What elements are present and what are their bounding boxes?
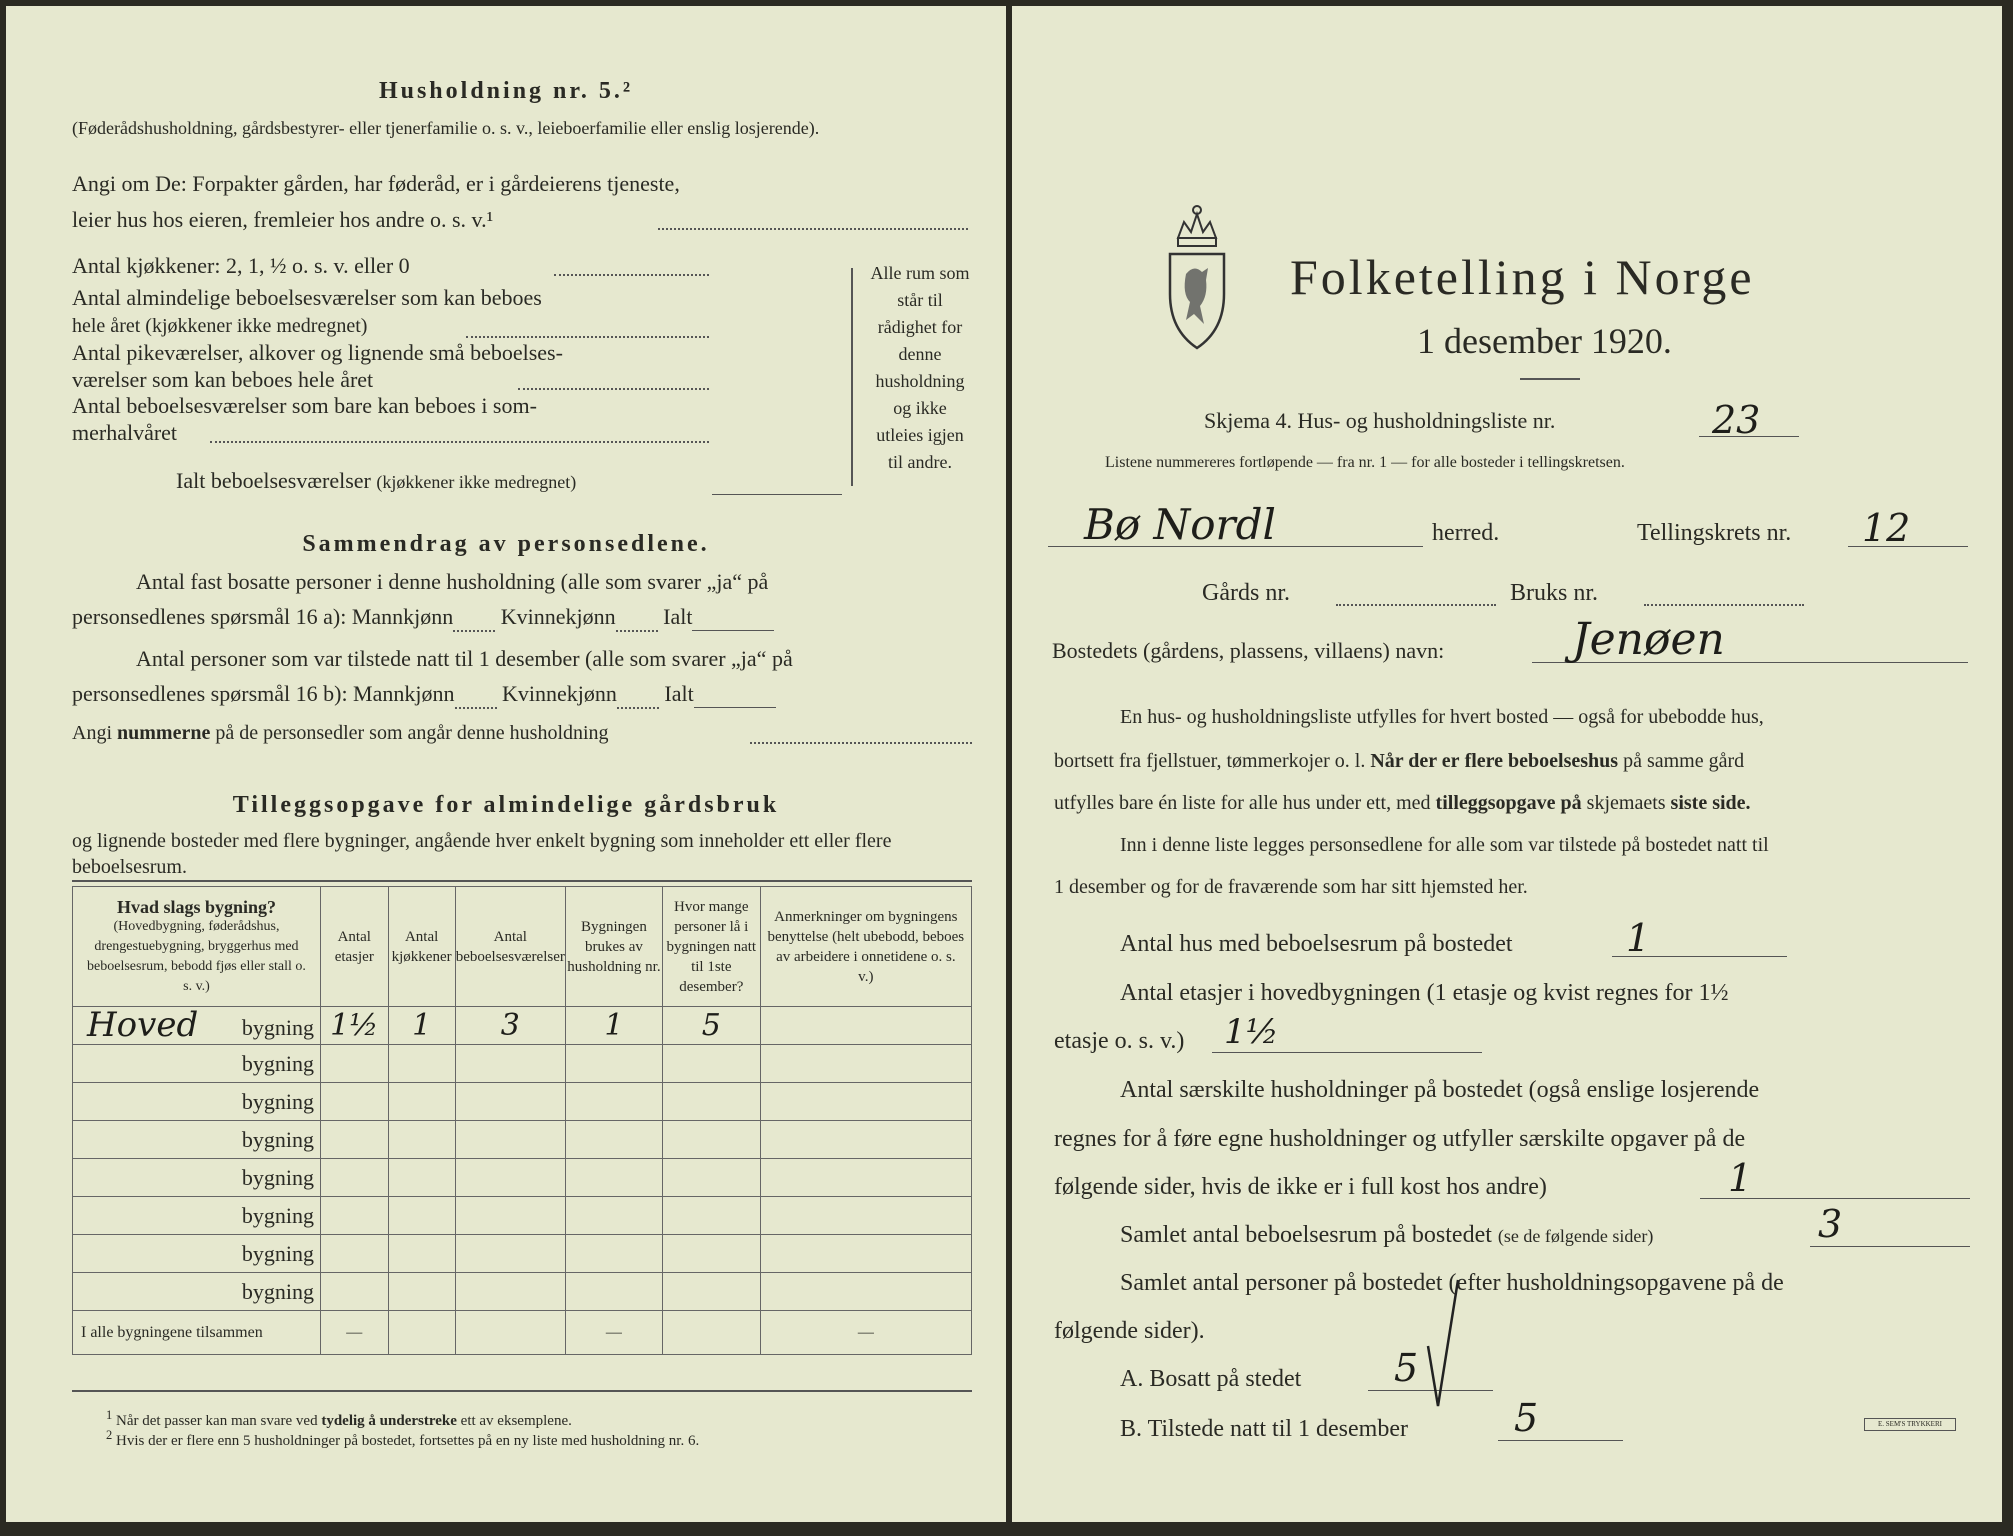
tellingskrets-label: Tellingskrets nr. [1637, 520, 1792, 546]
row-vaerelser [455, 1197, 565, 1235]
rooms-kitchens: Antal kjøkkener: 2, 1, ½ o. s. v. eller 0 [72, 253, 410, 278]
rooms-ordinary-a: Antal almindelige beboelsesværelser som kan beboes [72, 285, 542, 310]
row-etasjer [320, 1045, 388, 1083]
bruks-label: Bruks nr. [1510, 580, 1599, 606]
para2-b: 1 desember og for de fraværende som har sitt hjemsted her. [1054, 876, 1528, 898]
row-etasjer [320, 1159, 388, 1197]
total-kjokkener [388, 1311, 455, 1355]
summary-p1-ialt: Ialt [663, 604, 693, 629]
kitchens-answer-line [554, 274, 709, 276]
para1-b-text: bortsett fra fjellstuer, tømmerkojer o. l. [1054, 750, 1366, 772]
row-vaerelser [455, 1083, 565, 1121]
small-answer-line [518, 388, 709, 390]
q-pers-b: følgende sider). [1054, 1318, 1205, 1344]
household-intro: (Føderådshusholdning, gårdsbestyrer- eller tjenerfamilie o. s. v., leieboerfamilie eller enslig losjerende). [72, 118, 820, 138]
tillegg-title: Tilleggsopgave for almindelige gårdsbruk [232, 792, 780, 818]
rooms-small-a: Antal pikeværelser, alkover og lignende små beboelses- [72, 340, 563, 365]
footnote-2-mark: 2 [106, 1428, 113, 1442]
herred-label: herred. [1432, 520, 1500, 546]
rooms-small-b: værelser som kan beboes hele året [72, 367, 374, 392]
rooms-total-line [712, 494, 842, 495]
summary-angi-label: Angi [72, 722, 112, 744]
gards-label: Gårds nr. [1202, 580, 1290, 606]
summary-p2-kvinne-line [617, 681, 659, 709]
row-suffix: bygning [73, 1159, 321, 1197]
footnote-2 [106, 1428, 699, 1450]
footnote-1-a: Når det passer kan man svare ved [116, 1413, 318, 1429]
tenure-answer-line [658, 228, 968, 230]
row-type-hand: Hoved [87, 1005, 199, 1045]
col-personer-header: Hvor mange personer lå i bygningen natt til 1ste desember? [662, 887, 760, 1007]
col-type-header [73, 887, 321, 1007]
table-row [73, 1007, 972, 1045]
q-hush-b: regnes for å føre egne husholdninger og utfyller særskilte opgaver på de [1054, 1126, 1746, 1152]
q-hus-value: 1 [1626, 916, 1651, 960]
table-total-row [73, 1311, 972, 1355]
row-kjokkener [388, 1235, 455, 1273]
question-tenure-a: Angi om De: Forpakter gården, har føderåd, er i gårdeierens tjeneste, [72, 171, 680, 196]
summary-p1-kvinne-line [616, 604, 658, 632]
row-anm [760, 1045, 971, 1083]
footnote-1-c: ett av eksemplene. [460, 1413, 572, 1429]
row-kjokkener [388, 1083, 455, 1121]
q-hush-a: Antal særskilte husholdninger på bostedet (også enslige losjerende [1120, 1077, 1760, 1103]
q-rum [1120, 1222, 1653, 1249]
para1-b4: på samme gård [1623, 750, 1745, 772]
para1-c2: tilleggsopgave på [1435, 792, 1582, 814]
title-divider [1520, 378, 1580, 380]
summary-p2-a: Antal personer som var tilstede natt til 1 desember (alle som svarer „ja“ på [136, 646, 793, 671]
row-anm [760, 1197, 971, 1235]
row-type-cell [73, 1007, 321, 1045]
summary-p2-kvinne: Kvinnekjønn [502, 681, 617, 706]
rooms-summer-a: Antal beboelsesværelser som bare kan beboes i som- [72, 393, 537, 418]
table-row [73, 1083, 972, 1121]
row-kjokkener [388, 1121, 455, 1159]
table-row [73, 1121, 972, 1159]
row-suffix: bygning [73, 1045, 321, 1083]
q-pers-a: Samlet antal personer på bostedet (efter husholdningsopgavene på de [1120, 1270, 1784, 1296]
row-kjokkener [388, 1159, 455, 1197]
summary-p1-a: Antal fast bosatte personer i denne husholdning (alle som svarer „ja“ på [136, 569, 769, 594]
b-value: 5 [1514, 1396, 1539, 1440]
para1-c4: siste side. [1670, 792, 1751, 814]
row-kjokkener [388, 1197, 455, 1235]
para2-a: Inn i denne liste legges personsedlene for alle som var tilstede på bostedet natt til [1120, 834, 1769, 856]
skjema-label: Skjema 4. Hus- og husholdningsliste nr. [1204, 408, 1556, 433]
row-suffix: bygning [241, 1015, 314, 1040]
q-etasjer-b: etasje o. s. v.) [1054, 1028, 1185, 1054]
row-personer [662, 1083, 760, 1121]
row-personer [662, 1121, 760, 1159]
right-page [1012, 6, 2002, 1522]
listene-note: Listene nummereres fortløpende — fra nr. 1 — for alle bosteder i tellingskretsen. [1105, 454, 1625, 471]
left-page [6, 6, 1006, 1522]
footnote-1-b: tydelig å understreke [321, 1413, 457, 1429]
row-anm [760, 1121, 971, 1159]
summary-p2-ialt-line [694, 681, 776, 708]
census-title: Folketelling i Norge [1290, 249, 1755, 305]
row-personer [662, 1273, 760, 1311]
tillegg-sub: og lignende bosteder med flere bygninger, angående hver enkelt bygning som inneholder ett eller flere beboelsesrum. [72, 830, 892, 878]
q-rum-value: 3 [1818, 1202, 1843, 1246]
row-etasjer [320, 1273, 388, 1311]
rooms-side-note: Alle rum som står til rådighet for denne husholdning og ikke utleies igjen til andre. [870, 263, 970, 472]
row-suffix: bygning [73, 1083, 321, 1121]
tellingskrets-value: 12 [1862, 506, 1911, 550]
row-anm [760, 1159, 971, 1197]
printer-stamp: E. SEM'S TRYKKERI [1864, 1418, 1956, 1431]
footnote-1-mark: 1 [106, 1408, 113, 1422]
summary-angi-bold: nummerne [117, 722, 211, 744]
total-vaerelser [455, 1311, 565, 1355]
summary-p2-ialt: Ialt [664, 681, 694, 706]
row-anm [760, 1273, 971, 1311]
rooms-total [176, 468, 576, 494]
table-row [73, 1235, 972, 1273]
row-husholdning [565, 1083, 662, 1121]
col-etasjer-header: Antal etasjer [320, 887, 388, 1007]
row-kjokkener [388, 1273, 455, 1311]
para1-c3: skjemaets [1586, 792, 1666, 814]
row-anm [760, 1235, 971, 1273]
gards-line [1336, 604, 1496, 606]
table-row [73, 1159, 972, 1197]
summary-title: Sammendrag av personsedlene. [302, 531, 710, 557]
col-kjokkener-header: Antal kjøkkener [388, 887, 455, 1007]
row-etasjer [320, 1121, 388, 1159]
row-etasjer: 1½ [320, 1007, 388, 1045]
summary-p2-mann-line [455, 681, 497, 709]
row-suffix: bygning [73, 1273, 321, 1311]
footnote-2-text: Hvis der er flere enn 5 husholdninger på bostedet, fortsettes på en ny liste med husholdning nr. 6. [116, 1433, 700, 1449]
row-suffix: bygning [73, 1121, 321, 1159]
building-table [72, 886, 972, 1355]
summary-p1-kvinne: Kvinnekjønn [500, 604, 616, 629]
row-vaerelser: 3 [455, 1007, 565, 1045]
row-etasjer [320, 1083, 388, 1121]
coat-of-arms-icon [1164, 202, 1230, 356]
row-husholdning: 1 [565, 1007, 662, 1045]
col-type-sub: (Hovedbygning, føderådshus, drengestuebygning, bryggerhus med beboelsesrum, bebodd fjøs eller stall o. s. v.) [87, 918, 306, 994]
total-etasjer: — [320, 1311, 388, 1355]
para1-c [1054, 792, 1751, 815]
q-etasjer-line [1212, 1052, 1482, 1053]
para1-b3: flere beboelseshus [1464, 750, 1619, 772]
row-personer [662, 1235, 760, 1273]
bostedets-label: Bostedets (gårdens, plassens, villaens) navn: [1052, 638, 1445, 663]
para1-b [1054, 750, 1744, 773]
summer-answer-line [210, 441, 709, 443]
rooms-brace [851, 268, 861, 486]
row-husholdning [565, 1235, 662, 1273]
col-anm-header: Anmerkninger om bygningens benyttelse (helt ubebodd, beboes av arbeidere i onnetidene o. s. v.) [760, 887, 971, 1007]
row-personer [662, 1197, 760, 1235]
rooms-summer-b: merhalvåret [72, 420, 178, 445]
table-row [73, 1197, 972, 1235]
rooms-total-note: (kjøkkener ikke medregnet) [376, 472, 577, 492]
table-top-rule [72, 880, 972, 882]
census-date: 1 desember 1920. [1417, 321, 1672, 361]
row-vaerelser [455, 1159, 565, 1197]
q-etasjer-value: 1½ [1224, 1012, 1279, 1052]
q-rum-line [1810, 1246, 1970, 1247]
para1-a: En hus- og husholdningsliste utfylles for hvert bosted — også for ubebodde hus, [1120, 706, 1764, 728]
para1-c-text: utfylles bare én liste for alle hus under ett, med [1054, 792, 1431, 814]
b-line [1498, 1440, 1623, 1441]
total-personer [662, 1311, 760, 1355]
row-suffix: bygning [73, 1235, 321, 1273]
summary-p2-b-text: personsedlenes spørsmål 16 b): Mannkjønn [72, 681, 455, 706]
summary-angi-rest: på de personsedler som angår denne husholdning [215, 722, 609, 744]
q-etasjer-a: Antal etasjer i hovedbygningen (1 etasje og kvist regnes for 1½ [1120, 980, 1729, 1006]
rooms-ordinary-b: hele året (kjøkkener ikke medregnet) [72, 315, 368, 337]
table-row [73, 1273, 972, 1311]
col-vaerelser-header: Antal beboelsesværelser [455, 887, 565, 1007]
q-hush-value: 1 [1728, 1156, 1753, 1200]
row-suffix: bygning [73, 1197, 321, 1235]
a-value: 5 [1394, 1346, 1419, 1390]
q-hus-label: Antal hus med beboelsesrum på bostedet [1120, 931, 1513, 957]
row-vaerelser [455, 1045, 565, 1083]
row-anm [760, 1007, 971, 1045]
row-kjokkener [388, 1045, 455, 1083]
herred-value: Bø Nordl [1084, 500, 1276, 549]
table-row [73, 1045, 972, 1083]
ordinary-answer-line [466, 336, 709, 338]
summary-angi-line [750, 742, 972, 744]
row-etasjer [320, 1197, 388, 1235]
row-vaerelser [455, 1273, 565, 1311]
summary-p1-ialt-line [692, 604, 774, 631]
total-anm: — [760, 1311, 971, 1355]
row-husholdning [565, 1159, 662, 1197]
b-label: B. Tilstede natt til 1 desember [1120, 1416, 1408, 1442]
row-vaerelser [455, 1121, 565, 1159]
skjema-nr: 23 [1712, 398, 1761, 442]
summary-angi [72, 722, 609, 745]
household-title: Husholdning nr. 5.² [378, 78, 634, 104]
table-bottom-rule [72, 1390, 972, 1392]
total-husholdning: — [565, 1311, 662, 1355]
bosted-value: Jenøen [1572, 614, 1725, 665]
bruks-line [1644, 604, 1804, 606]
check-mark [1424, 1276, 1464, 1416]
row-anm [760, 1083, 971, 1121]
q-rum-note: (se de følgende sider) [1497, 1226, 1654, 1246]
rooms-total-label: Ialt beboelsesværelser [176, 468, 371, 493]
summary-p1-mann-line [453, 604, 495, 632]
row-husholdning [565, 1045, 662, 1083]
row-personer [662, 1045, 760, 1083]
col-type-title: Hvad slags bygning? [116, 896, 277, 917]
row-personer: 5 [662, 1007, 760, 1045]
row-etasjer [320, 1235, 388, 1273]
a-label: A. Bosatt på stedet [1120, 1366, 1302, 1392]
row-husholdning [565, 1121, 662, 1159]
total-label: I alle bygningene tilsammen [73, 1311, 321, 1355]
footnote-1 [106, 1408, 572, 1430]
summary-p2-b [72, 681, 776, 709]
row-husholdning [565, 1273, 662, 1311]
col-brukes-header: Bygningen brukes av husholdning nr. [565, 887, 662, 1007]
q-hush-c: følgende sider, hvis de ikke er i full kost hos andre) [1054, 1174, 1547, 1200]
row-personer [662, 1159, 760, 1197]
q-rum-label: Samlet antal beboelsesrum på bostedet [1120, 1222, 1492, 1248]
question-tenure-b: leier hus hos eieren, fremleier hos andre o. s. v.¹ [72, 207, 494, 232]
summary-p1-b-text: personsedlenes spørsmål 16 a): Mannkjønn [72, 604, 454, 629]
summary-p1-b [72, 604, 774, 632]
row-vaerelser [455, 1235, 565, 1273]
row-kjokkener: 1 [388, 1007, 455, 1045]
row-husholdning [565, 1197, 662, 1235]
para1-b2: Når der er [1370, 750, 1460, 772]
